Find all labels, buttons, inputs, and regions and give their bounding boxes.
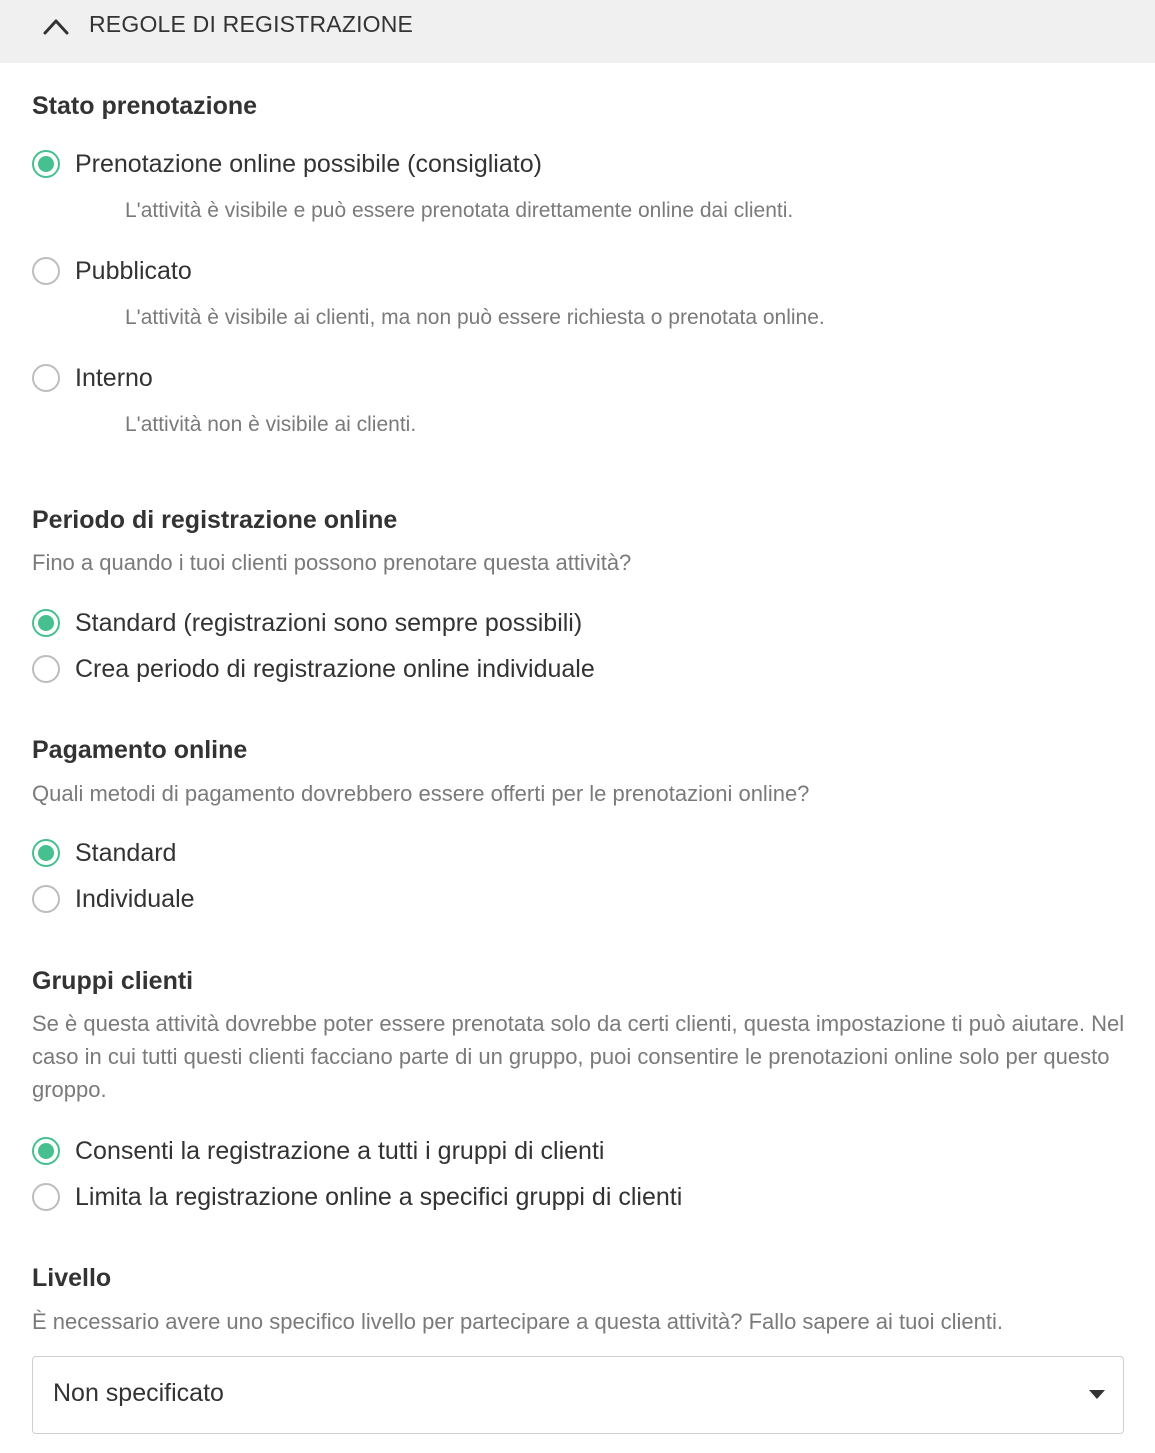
radio-label: Individuale: [75, 884, 195, 913]
radio-payment-individual[interactable]: [32, 882, 195, 916]
level-select[interactable]: [32, 1356, 1124, 1434]
radio-button[interactable]: [32, 839, 60, 867]
radio-label: Prenotazione online possibile (consigliato): [75, 149, 542, 178]
radio-label: Crea periodo di registrazione online individuale: [75, 654, 595, 683]
radio-hint: L'attività non è visibile ai clienti.: [125, 413, 417, 436]
client-groups-title: Gruppi clienti: [32, 967, 194, 995]
radio-online-booking[interactable]: [32, 147, 542, 181]
radio-period-individual[interactable]: [32, 652, 595, 686]
registration-period-description: Fino a quando i tuoi clienti possono prenotare questa attività?: [32, 550, 632, 575]
radio-button[interactable]: [32, 1137, 60, 1165]
client-groups-description: Se è questa attività dovrebbe poter essere prenotata solo da certi clienti, questa impostazione ti può aiutare. Nel caso in cui tutti questi clienti facciano parte di un gruppo, puoi consentire le prenotazioni online solo per questo groppo.: [32, 1011, 1125, 1102]
radio-hint: L'attività è visibile ai clienti, ma non può essere richiesta o prenotata online.: [125, 306, 825, 329]
radio-button[interactable]: [32, 364, 60, 392]
radio-groups-all[interactable]: [32, 1134, 604, 1168]
radio-period-standard[interactable]: [32, 606, 582, 640]
caret-down-icon: [1089, 1390, 1105, 1399]
radio-payment-standard[interactable]: [32, 836, 176, 870]
radio-button[interactable]: [32, 257, 60, 285]
radio-button[interactable]: [32, 655, 60, 683]
online-payment-title: Pagamento online: [32, 736, 248, 764]
radio-button[interactable]: [32, 150, 60, 178]
radio-label: Standard: [75, 838, 177, 867]
radio-hint: L'attività è visibile e può essere prenotata direttamente online dai clienti.: [125, 199, 794, 222]
online-payment-description: Quali metodi di pagamento dovrebbero essere offerti per le prenotazioni online?: [32, 781, 810, 806]
chevron-up-icon[interactable]: [43, 17, 69, 35]
level-description: È necessario avere uno specifico livello per partecipare a questa attività? Fallo sapere ai tuoi clienti.: [32, 1309, 1003, 1334]
section-header[interactable]: [0, 0, 1155, 63]
radio-label: Limita la registrazione online a specifici gruppi di clienti: [75, 1182, 683, 1211]
registration-period-title: Periodo di registrazione online: [32, 506, 398, 534]
radio-label: Interno: [75, 363, 153, 392]
radio-label: Pubblicato: [75, 256, 192, 285]
radio-groups-specific[interactable]: [32, 1180, 682, 1214]
radio-published[interactable]: [32, 254, 192, 288]
level-select-value: Non specificato: [53, 1379, 224, 1407]
booking-state-title: Stato prenotazione: [32, 92, 258, 120]
radio-button[interactable]: [32, 609, 60, 637]
radio-label: Standard (registrazioni sono sempre possibili): [75, 608, 583, 637]
section-header-title: REGOLE DI REGISTRAZIONE: [89, 11, 414, 37]
radio-button[interactable]: [32, 1183, 60, 1211]
radio-internal[interactable]: [32, 361, 153, 395]
radio-button[interactable]: [32, 885, 60, 913]
radio-label: Consenti la registrazione a tutti i gruppi di clienti: [75, 1136, 605, 1165]
level-title: Livello: [32, 1264, 112, 1292]
